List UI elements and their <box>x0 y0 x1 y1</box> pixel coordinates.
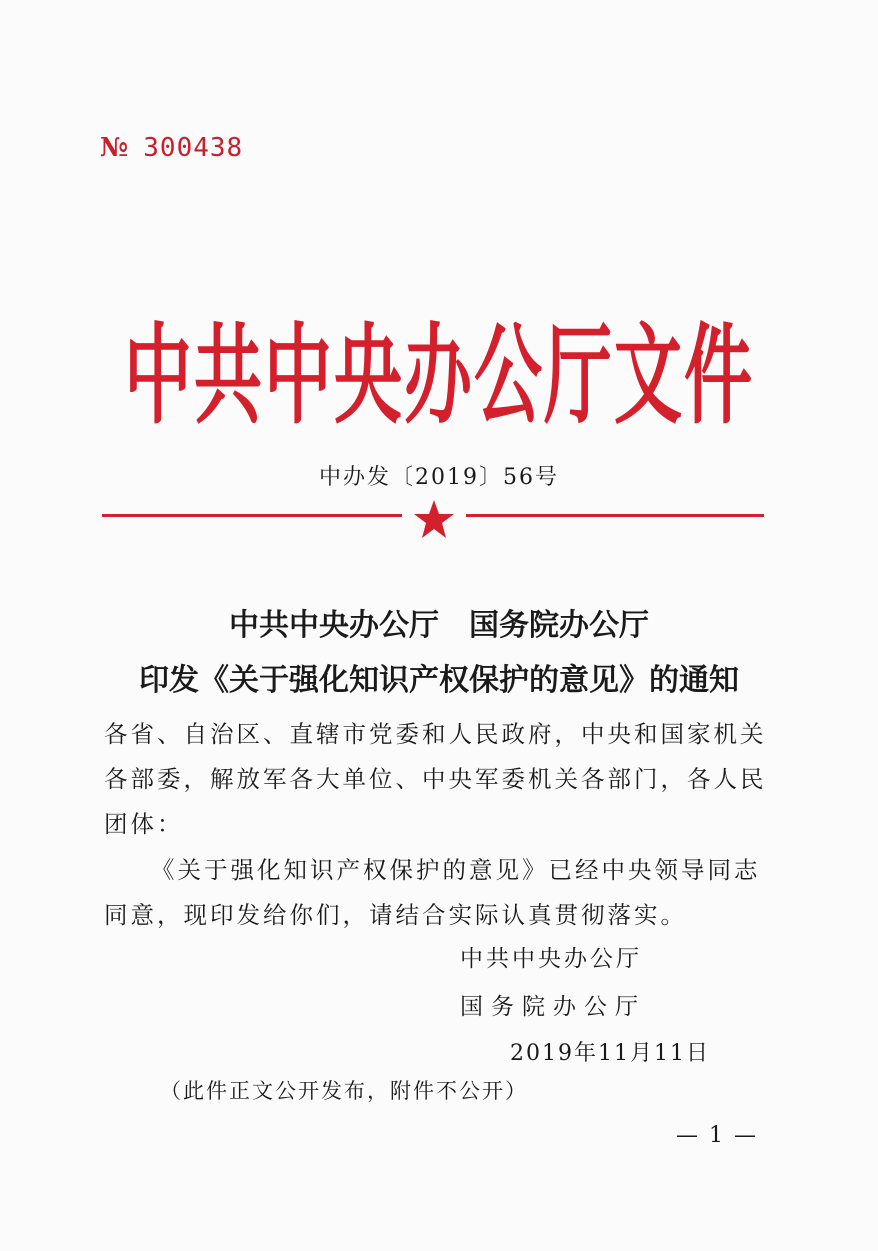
body-paragraph: 《关于强化知识产权保护的意见》已经中央领导同志同意，现印发给你们，请结合实际认真贯彻落实。 <box>104 856 761 929</box>
issue-date: 2019年11月11日 <box>510 1041 710 1066</box>
serial-mark: № <box>100 133 130 163</box>
red-divider-right <box>466 514 764 517</box>
page-number: — 1 — <box>676 1123 758 1148</box>
star-icon <box>413 498 455 540</box>
red-divider-left <box>102 514 402 517</box>
publication-note: （此件正文公开发布，附件不公开） <box>160 1079 528 1103</box>
title-line-1: 中共中央办公厅 国务院办公厅 <box>229 608 649 643</box>
signature-cpc-office: 中共中央办公厅 <box>460 946 642 972</box>
masthead: 中共中央办公厅文件 <box>123 314 754 441</box>
serial-value: 300438 <box>143 133 244 163</box>
signature-state-council-office: 国务院办公厅 <box>460 994 646 1020</box>
serial-number <box>100 133 243 163</box>
salutation: 各省、自治区、直辖市党委和人民政府，中央和国家机关各部委，解放军各大单位、中央军委机关各部门，各人民团体： <box>104 720 767 838</box>
title-line-2: 印发《关于强化知识产权保护的意见》的通知 <box>139 663 739 698</box>
document-number: 中办发〔2019〕56号 <box>319 465 559 490</box>
